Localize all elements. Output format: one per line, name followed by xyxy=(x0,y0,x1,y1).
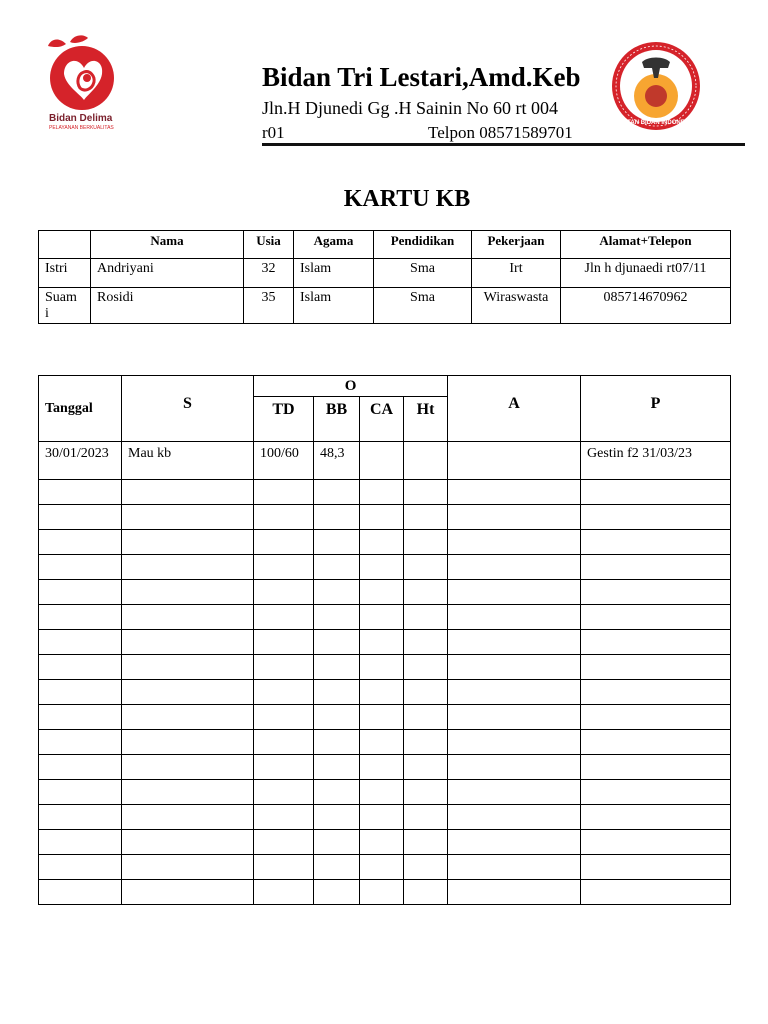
visit-row-empty xyxy=(39,505,731,530)
empty-cell xyxy=(360,580,404,605)
visit-row-empty xyxy=(39,605,731,630)
empty-cell xyxy=(39,755,122,780)
ibi-logo-text: IKATAN BIDAN INDONESIA xyxy=(617,120,695,126)
empty-cell xyxy=(122,855,254,880)
empty-cell xyxy=(39,580,122,605)
empty-cell xyxy=(254,730,314,755)
visit-record-table xyxy=(38,375,731,905)
empty-cell xyxy=(448,880,581,905)
empty-cell xyxy=(360,655,404,680)
empty-cell xyxy=(39,655,122,680)
empty-cell xyxy=(314,680,360,705)
empty-cell xyxy=(404,705,448,730)
empty-cell xyxy=(360,555,404,580)
empty-cell xyxy=(360,755,404,780)
empty-cell xyxy=(122,605,254,630)
empty-cell xyxy=(581,680,731,705)
empty-cell xyxy=(448,555,581,580)
alamat-telepon-cell: Jln h djunaedi rt07/11 xyxy=(561,259,731,288)
empty-cell xyxy=(254,480,314,505)
empty-cell xyxy=(360,780,404,805)
visit-row-empty xyxy=(39,805,731,830)
nama-cell: Rosidi xyxy=(91,288,244,324)
empty-cell xyxy=(404,880,448,905)
empty-cell xyxy=(39,830,122,855)
header-tanggal: Tanggal xyxy=(39,376,122,442)
pekerjaan-cell: Wiraswasta xyxy=(472,288,561,324)
empty-cell xyxy=(254,555,314,580)
empty-cell xyxy=(581,630,731,655)
header-nama: Nama xyxy=(91,231,244,259)
empty-cell xyxy=(314,855,360,880)
ibi-logo xyxy=(612,38,702,134)
empty-cell xyxy=(314,605,360,630)
header-ca: CA xyxy=(360,397,404,442)
empty-cell xyxy=(448,580,581,605)
empty-cell xyxy=(254,855,314,880)
p-cell: Gestin f2 31/03/23 xyxy=(581,442,731,480)
empty-cell xyxy=(448,830,581,855)
td-cell: 100/60 xyxy=(254,442,314,480)
bidan-delima-tagline: PELAYANAN BERKUALITAS xyxy=(49,125,114,131)
visit-row-empty xyxy=(39,780,731,805)
empty-cell xyxy=(404,480,448,505)
empty-cell xyxy=(404,555,448,580)
empty-cell xyxy=(360,880,404,905)
header-a: A xyxy=(448,376,581,442)
empty-cell xyxy=(360,605,404,630)
empty-cell xyxy=(122,730,254,755)
empty-cell xyxy=(39,530,122,555)
empty-cell xyxy=(254,805,314,830)
header-o: O xyxy=(254,376,448,397)
empty-cell xyxy=(448,705,581,730)
empty-cell xyxy=(404,855,448,880)
empty-cell xyxy=(314,480,360,505)
empty-cell xyxy=(314,755,360,780)
empty-visit-rows xyxy=(39,480,731,905)
empty-cell xyxy=(39,505,122,530)
empty-cell xyxy=(581,605,731,630)
empty-cell xyxy=(254,755,314,780)
empty-cell xyxy=(39,805,122,830)
empty-cell xyxy=(581,755,731,780)
empty-cell xyxy=(314,580,360,605)
header-divider xyxy=(262,143,745,146)
empty-cell xyxy=(39,880,122,905)
alamat-telepon-cell: 085714670962 xyxy=(561,288,731,324)
empty-cell xyxy=(581,730,731,755)
empty-cell xyxy=(581,505,731,530)
empty-cell xyxy=(122,505,254,530)
header-usia: Usia xyxy=(244,231,294,259)
empty-cell xyxy=(448,505,581,530)
empty-cell xyxy=(122,880,254,905)
empty-cell xyxy=(360,680,404,705)
empty-cell xyxy=(39,555,122,580)
empty-cell xyxy=(254,630,314,655)
visit-row xyxy=(39,442,731,480)
empty-cell xyxy=(122,805,254,830)
empty-cell xyxy=(122,830,254,855)
empty-cell xyxy=(404,805,448,830)
empty-cell xyxy=(39,680,122,705)
header-td: TD xyxy=(254,397,314,442)
visit-row-empty xyxy=(39,830,731,855)
empty-cell xyxy=(404,630,448,655)
bb-cell: 48,3 xyxy=(314,442,360,480)
visit-row-empty xyxy=(39,755,731,780)
ca-cell xyxy=(360,442,404,480)
visit-row-empty xyxy=(39,655,731,680)
patient-info-header-row xyxy=(39,231,731,259)
patient-row-suami xyxy=(39,288,731,324)
empty-cell xyxy=(254,680,314,705)
empty-cell xyxy=(254,605,314,630)
clinic-title: Bidan Tri Lestari,Amd.Keb xyxy=(262,62,581,92)
empty-cell xyxy=(448,755,581,780)
empty-cell xyxy=(314,780,360,805)
empty-cell xyxy=(39,705,122,730)
empty-cell xyxy=(314,655,360,680)
empty-cell xyxy=(254,880,314,905)
empty-cell xyxy=(404,605,448,630)
empty-cell xyxy=(360,855,404,880)
empty-cell xyxy=(581,880,731,905)
empty-cell xyxy=(314,555,360,580)
bidan-delima-emblem-icon xyxy=(44,34,134,114)
ibi-emblem-icon xyxy=(612,38,702,134)
empty-cell xyxy=(404,655,448,680)
empty-cell xyxy=(39,630,122,655)
visit-row-empty xyxy=(39,680,731,705)
header-ht: Ht xyxy=(404,397,448,442)
empty-cell xyxy=(404,830,448,855)
empty-cell xyxy=(122,655,254,680)
empty-cell xyxy=(122,680,254,705)
header-agama: Agama xyxy=(294,231,374,259)
empty-cell xyxy=(39,780,122,805)
empty-cell xyxy=(581,530,731,555)
empty-cell xyxy=(581,555,731,580)
empty-cell xyxy=(448,805,581,830)
empty-cell xyxy=(581,780,731,805)
empty-cell xyxy=(314,730,360,755)
empty-cell xyxy=(122,780,254,805)
clinic-address-line2: r01 xyxy=(262,123,285,142)
empty-cell xyxy=(254,505,314,530)
empty-cell xyxy=(314,805,360,830)
empty-cell xyxy=(314,705,360,730)
empty-cell xyxy=(448,680,581,705)
header-cell-empty xyxy=(39,231,91,259)
usia-cell: 35 xyxy=(244,288,294,324)
patient-info-table xyxy=(38,230,731,324)
a-cell xyxy=(448,442,581,480)
empty-cell xyxy=(581,705,731,730)
visit-row-empty xyxy=(39,580,731,605)
role-cell: Istri xyxy=(39,259,91,288)
empty-cell xyxy=(581,580,731,605)
empty-cell xyxy=(254,705,314,730)
bidan-delima-logo xyxy=(44,34,134,134)
empty-cell xyxy=(39,605,122,630)
pekerjaan-cell: Irt xyxy=(472,259,561,288)
visit-row-empty xyxy=(39,855,731,880)
empty-cell xyxy=(314,830,360,855)
empty-cell xyxy=(254,655,314,680)
usia-cell: 32 xyxy=(244,259,294,288)
empty-cell xyxy=(404,530,448,555)
visit-row-empty xyxy=(39,630,731,655)
visit-row-empty xyxy=(39,730,731,755)
empty-cell xyxy=(581,855,731,880)
empty-cell xyxy=(404,580,448,605)
empty-cell xyxy=(360,505,404,530)
empty-cell xyxy=(360,730,404,755)
empty-cell xyxy=(39,855,122,880)
empty-cell xyxy=(254,830,314,855)
empty-cell xyxy=(360,530,404,555)
empty-cell xyxy=(360,830,404,855)
empty-cell xyxy=(39,480,122,505)
empty-cell xyxy=(360,480,404,505)
empty-cell xyxy=(581,830,731,855)
empty-cell xyxy=(404,730,448,755)
empty-cell xyxy=(404,505,448,530)
visit-header-row-1 xyxy=(39,376,731,397)
empty-cell xyxy=(254,780,314,805)
header-bb: BB xyxy=(314,397,360,442)
empty-cell xyxy=(122,630,254,655)
header-s: S xyxy=(122,376,254,442)
agama-cell: Islam xyxy=(294,288,374,324)
agama-cell: Islam xyxy=(294,259,374,288)
empty-cell xyxy=(448,780,581,805)
role-cell: Suam i xyxy=(39,288,91,324)
bidan-delima-name: Bidan Delima xyxy=(49,113,113,124)
empty-cell xyxy=(448,605,581,630)
empty-cell xyxy=(360,630,404,655)
header-alamat-telepon: Alamat+Telepon xyxy=(561,231,731,259)
visit-row-empty xyxy=(39,480,731,505)
empty-cell xyxy=(404,680,448,705)
pendidikan-cell: Sma xyxy=(374,288,472,324)
document-title: KARTU KB xyxy=(343,186,471,212)
empty-cell xyxy=(581,655,731,680)
empty-cell xyxy=(404,780,448,805)
empty-cell xyxy=(122,530,254,555)
nama-cell: Andriyani xyxy=(91,259,244,288)
empty-cell xyxy=(314,505,360,530)
pendidikan-cell: Sma xyxy=(374,259,472,288)
empty-cell xyxy=(254,580,314,605)
empty-cell xyxy=(254,530,314,555)
empty-cell xyxy=(314,530,360,555)
empty-cell xyxy=(122,705,254,730)
empty-cell xyxy=(581,480,731,505)
empty-cell xyxy=(448,630,581,655)
tanggal-cell: 30/01/2023 xyxy=(39,442,122,480)
header-pendidikan: Pendidikan xyxy=(374,231,472,259)
empty-cell xyxy=(581,805,731,830)
empty-cell xyxy=(39,730,122,755)
ht-cell xyxy=(404,442,448,480)
empty-cell xyxy=(122,580,254,605)
visit-row-empty xyxy=(39,705,731,730)
empty-cell xyxy=(314,880,360,905)
empty-cell xyxy=(122,755,254,780)
empty-cell xyxy=(404,755,448,780)
empty-cell xyxy=(122,555,254,580)
visit-row-empty xyxy=(39,880,731,905)
clinic-phone: Telpon 08571589701 xyxy=(428,123,573,142)
clinic-address-line1: Jln.H Djunedi Gg .H Sainin No 60 rt 004 xyxy=(262,98,558,118)
empty-cell xyxy=(448,530,581,555)
empty-cell xyxy=(314,630,360,655)
empty-cell xyxy=(448,480,581,505)
empty-cell xyxy=(448,855,581,880)
empty-cell xyxy=(448,730,581,755)
visit-row-empty xyxy=(39,555,731,580)
empty-cell xyxy=(122,480,254,505)
empty-cell xyxy=(360,805,404,830)
header-p: P xyxy=(581,376,731,442)
patient-row-istri xyxy=(39,259,731,288)
empty-cell xyxy=(448,655,581,680)
empty-cell xyxy=(360,705,404,730)
header-pekerjaan: Pekerjaan xyxy=(472,231,561,259)
s-cell: Mau kb xyxy=(122,442,254,480)
visit-row-empty xyxy=(39,530,731,555)
